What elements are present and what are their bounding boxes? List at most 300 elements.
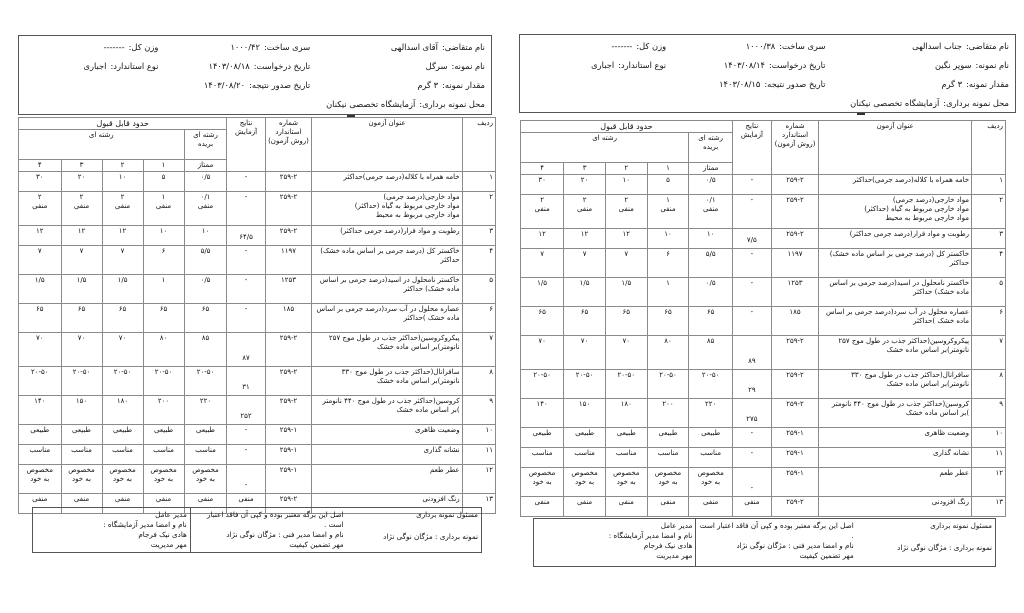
- sampling-place-value: آزمایشگاه تخصصی نیکنان: [850, 98, 940, 108]
- table-row: [19, 304, 496, 333]
- request-date-field: تاریخ درخواست:۱۴۰۳/۰۸/۱۸: [208, 61, 311, 71]
- test-title: عطر طعم: [312, 465, 462, 494]
- test-title: نشانه گذاری: [312, 445, 462, 465]
- acceptable-limit: ۱۰: [102, 172, 143, 192]
- total-weight-field: وزن کل:-------: [611, 41, 667, 51]
- row-number: ۴: [462, 246, 495, 275]
- col-header-limits: حدود قابل قبول: [19, 118, 227, 130]
- col-header-cut-strand: رشته ای بریده: [689, 133, 733, 163]
- acceptable-limit: ۷: [605, 249, 647, 278]
- acceptable-limit: ۱۸۰: [102, 396, 143, 425]
- standard-type-value: اجباری: [83, 61, 107, 71]
- acceptable-limit: ۷۰: [521, 336, 564, 370]
- build-series-value: ۱۰۰۰/۳۸: [745, 41, 776, 51]
- validity-note: اصل این برگه معتبر بوده و کپی آن فاقد اعتبار است .: [207, 510, 344, 529]
- acceptable-limit: منفی: [564, 497, 606, 517]
- table-row: [19, 275, 496, 304]
- acceptable-limit: ۲ منفی: [564, 195, 606, 229]
- standard-number: ۲۵۹-۲: [265, 494, 312, 514]
- test-title: سافرانال(حداکثر جذب در طول موج ۳۳۰ نانومتر)بر اساس ماده خشک: [819, 370, 972, 399]
- acceptable-limit: ۱/۵: [605, 278, 647, 307]
- acceptable-limit: ۲۰-۵۰: [102, 367, 143, 396]
- acceptable-limit: ۱۲: [19, 226, 62, 246]
- test-title: خامه همراه با کلاله(درصد جرمی)حداکثر: [819, 175, 972, 195]
- acceptable-limit: ۲ منفی: [102, 192, 143, 226]
- test-title: مواد خارجی(درصد جرمی) مواد خارجی مربوط به گیاه (حداکثر) مواد خارجی مربوط به محیط: [819, 195, 972, 229]
- acceptable-limit: منفی: [102, 494, 143, 514]
- standard-number: ۲۵۹-۱: [771, 468, 819, 497]
- acceptable-limit: ۲ منفی: [61, 192, 102, 226]
- standard-number: ۱۱۹۷: [771, 249, 819, 278]
- acceptable-limit: مخصوص به خود: [102, 465, 143, 494]
- row-number: ۵: [972, 278, 1006, 307]
- row-number: ۱۰: [972, 428, 1006, 448]
- acceptable-limit: ۰/۵: [689, 175, 733, 195]
- test-title: سافرانال(حداکثر جذب در طول موج ۳۳۰ نانومتر)بر اساس ماده خشک: [312, 367, 462, 396]
- test-title: رنگ افزودنی: [819, 497, 972, 517]
- sampling-responsible-cell: مسئول نمونه برداری نمونه برداری : مژگان نوگی نژاد: [857, 519, 995, 566]
- acceptable-limit: ۲۰-۵۰: [61, 367, 102, 396]
- test-result: -: [732, 278, 771, 307]
- result-date-value: ۱۴۰۳/۰۸/۲۰: [203, 80, 246, 90]
- acceptable-limit: ۱۲: [61, 226, 102, 246]
- col-header-strand: رشته ای: [521, 133, 689, 163]
- test-result: ۲۷۵: [732, 399, 771, 428]
- acceptable-limit: ۷۰: [564, 336, 606, 370]
- row-number: ۳: [462, 226, 495, 246]
- standard-number: ۲۵۹-۲: [265, 226, 312, 246]
- applicant-value: آقای اسدالهی: [390, 42, 438, 52]
- standard-number: ۲۵۹-۲: [771, 399, 819, 428]
- col-header-test-title: عنوان آزمون: [819, 121, 972, 175]
- table-row: [19, 396, 496, 425]
- col-header-grade-2: ۲: [605, 163, 647, 175]
- tech-manager-signature: نام و امضا مدیر فنی : مژگان نوگی نژاد: [736, 541, 854, 550]
- col-header-row-no: ردیف: [972, 121, 1006, 175]
- acceptable-limit: ۲ منفی: [19, 192, 62, 226]
- acceptable-limit: ۶۵: [143, 304, 184, 333]
- build-series-field: سری ساخت:۱۰۰۰/۴۲: [230, 42, 311, 52]
- results-table: [520, 120, 1006, 517]
- acceptable-limit: مناسب: [605, 448, 647, 468]
- row-number: ۲: [972, 195, 1006, 229]
- row-number: ۳: [972, 229, 1006, 249]
- acceptable-limit: مناسب: [61, 445, 102, 465]
- acceptable-limit: ۷: [19, 246, 62, 275]
- test-title: رطوبت و مواد فرار(درصد جرمی حداکثر): [312, 226, 462, 246]
- applicant-value: جناب اسدالهی: [912, 41, 962, 51]
- row-number: ۱۳: [972, 497, 1006, 517]
- row-number: ۶: [972, 307, 1006, 336]
- row-number: ۱۲: [462, 465, 495, 494]
- acceptable-limit: ۱: [647, 278, 689, 307]
- table-row: [521, 370, 1006, 399]
- request-date-value: ۱۴۰۳/۰۸/۱۸: [208, 61, 250, 71]
- table-row: [521, 229, 1006, 249]
- result-date-field: تاریخ صدور نتیجه:۱۴۰۳/۰۸/۲۰: [203, 80, 311, 90]
- col-header-standard-no: شماره استاندارد (روش آزمون): [265, 118, 312, 172]
- acceptable-limit: ۷: [521, 249, 564, 278]
- test-result: ۸۷: [227, 333, 265, 367]
- management-stamp: مهر مدیریت: [150, 540, 187, 549]
- acceptable-limit: ۶: [143, 246, 184, 275]
- acceptable-limit: ۱/۵: [102, 275, 143, 304]
- acceptable-limit: ۷: [61, 246, 102, 275]
- test-result: ۶۴/۵: [227, 226, 265, 246]
- acceptable-limit: ۱۰: [689, 229, 733, 249]
- row-number: ۷: [462, 333, 495, 367]
- technical-manager-cell: [695, 519, 856, 566]
- row-number: ۱۲: [972, 468, 1006, 497]
- table-row: [19, 367, 496, 396]
- row-number: ۱۱: [462, 445, 495, 465]
- acceptable-limit: ۲۲۰: [184, 396, 227, 425]
- col-header-grade-4: ۴: [521, 163, 564, 175]
- row-number: ۵: [462, 275, 495, 304]
- sampler-name: نمونه برداری : مژگان نوگی نژاد: [383, 532, 478, 541]
- acceptable-limit: مخصوص به خود: [605, 468, 647, 497]
- test-result: -: [732, 428, 771, 448]
- col-header-grade-excellent: ممتاز: [184, 160, 227, 172]
- test-result: -: [732, 448, 771, 468]
- standard-number: ۲۵۹-۲: [265, 333, 312, 367]
- acceptable-limit: مناسب: [521, 448, 564, 468]
- acceptable-limit: ۱۲: [521, 229, 564, 249]
- test-result: -: [227, 425, 265, 445]
- acceptable-limit: مخصوص به خود: [61, 465, 102, 494]
- col-header-grade-3: ۳: [61, 160, 102, 172]
- acceptable-limit: منفی: [61, 494, 102, 514]
- acceptable-limit: ۲۰-۵۰: [564, 370, 606, 399]
- acceptable-limit: طبیعی: [143, 425, 184, 445]
- acceptable-limit: طبیعی: [61, 425, 102, 445]
- acceptable-limit: منفی: [143, 494, 184, 514]
- acceptable-limit: ۸۵: [184, 333, 227, 367]
- col-header-grade-1: ۱: [143, 160, 184, 172]
- table-row: [521, 249, 1006, 278]
- acceptable-limit: ۱۰: [605, 175, 647, 195]
- standard-number: ۱۲۵۳: [771, 278, 819, 307]
- test-result: ۳۱: [227, 367, 265, 396]
- acceptable-limit: ۱۵۰: [564, 399, 606, 428]
- table-row: [521, 399, 1006, 428]
- acceptable-limit: ۱۵۰: [61, 396, 102, 425]
- test-title: کروسین(حداکثر جذب در طول موج ۴۴۰ نانومتر )بر اساس ماده خشک: [312, 396, 462, 425]
- total-weight-field: وزن کل:-------: [103, 42, 159, 52]
- acceptable-limit: مناسب: [564, 448, 606, 468]
- acceptable-limit: طبیعی: [564, 428, 606, 448]
- acceptable-limit: ۲۰: [564, 175, 606, 195]
- acceptable-limit: ۱/۵: [564, 278, 606, 307]
- test-result: -: [227, 246, 265, 275]
- col-header-cut-strand: رشته ای بریده: [184, 130, 227, 160]
- sampler-name: نمونه برداری : مژگان نوگی نژاد: [897, 543, 992, 552]
- test-result: -: [227, 192, 265, 226]
- acceptable-limit: ۷۰: [102, 333, 143, 367]
- table-row: [521, 448, 1006, 468]
- applicant-field: نام متقاضی:آقای اسدالهی: [390, 42, 485, 52]
- acceptable-limit: ۶۵: [19, 304, 62, 333]
- test-result: ۷/۵: [732, 229, 771, 249]
- acceptable-limit: ۸۰: [143, 333, 184, 367]
- acceptable-limit: منفی: [605, 497, 647, 517]
- row-number: ۸: [972, 370, 1006, 399]
- row-number: ۴: [972, 249, 1006, 278]
- acceptable-limit: طبیعی: [605, 428, 647, 448]
- acceptable-limit: ۶۵: [102, 304, 143, 333]
- acceptable-limit: مناسب: [102, 445, 143, 465]
- test-title: رطوبت و مواد فرار(درصد جرمی حداکثر): [819, 229, 972, 249]
- acceptable-limit: ۱۰: [143, 226, 184, 246]
- test-result: منفی: [227, 494, 265, 514]
- acceptable-limit: ۲۰-۵۰: [184, 367, 227, 396]
- test-title: خامه همراه با کلاله(درصد جرمی)حداکثر: [312, 172, 462, 192]
- test-title: کروسین(حداکثر جذب در طول موج ۴۴۰ نانومتر )بر اساس ماده خشک: [819, 399, 972, 428]
- table-row: [521, 278, 1006, 307]
- acceptable-limit: مناسب: [19, 445, 62, 465]
- standard-number: ۲۵۹-۲: [265, 172, 312, 192]
- table-row: [521, 468, 1006, 497]
- acceptable-limit: منفی: [184, 494, 227, 514]
- acceptable-limit: ۲۰۰: [647, 399, 689, 428]
- acceptable-limit: طبیعی: [184, 425, 227, 445]
- acceptable-limit: ۷۰: [61, 333, 102, 367]
- acceptable-limit: طبیعی: [689, 428, 733, 448]
- result-date-value: ۱۴۰۳/۰۸/۱۵: [719, 79, 761, 89]
- test-title: وضعیت ظاهری: [819, 428, 972, 448]
- col-header-test-title: عنوان آزمون: [312, 118, 462, 172]
- acceptable-limit: ۸۰: [647, 336, 689, 370]
- standard-number: ۲۵۹-۲: [771, 497, 819, 517]
- test-title: نشانه گذاری: [819, 448, 972, 468]
- row-number: ۱: [972, 175, 1006, 195]
- standard-number: ۲۵۹-۲: [771, 370, 819, 399]
- acceptable-limit: ۰/۱ منفی: [184, 192, 227, 226]
- table-row: [521, 336, 1006, 370]
- acceptable-limit: ۶۵: [647, 307, 689, 336]
- validity-note: اصل این برگه معتبر بوده و کپی آن فاقد اعتبار است .: [699, 521, 854, 540]
- technical-manager-cell: [190, 508, 347, 552]
- acceptable-limit: ۸۵: [689, 336, 733, 370]
- acceptable-limit: ۱ منفی: [143, 192, 184, 226]
- acceptable-limit: مخصوص به خود: [564, 468, 606, 497]
- col-header-limits: حدود قابل قبول: [521, 121, 733, 133]
- sample-name-value: سوپر نگین: [934, 60, 972, 70]
- table-row: [521, 307, 1006, 336]
- test-title: وضعیت ظاهری: [312, 425, 462, 445]
- results-table: [18, 117, 496, 514]
- col-header-results: نتایج آزمایش: [732, 121, 771, 175]
- table-row: [19, 445, 496, 465]
- acceptable-limit: ۱۰: [647, 229, 689, 249]
- acceptable-limit: مخصوص به خود: [689, 468, 733, 497]
- acceptable-limit: ۷: [564, 249, 606, 278]
- acceptable-limit: ۳۰: [521, 175, 564, 195]
- standard-number: ۲۵۹-۱: [771, 428, 819, 448]
- row-number: ۹: [462, 396, 495, 425]
- acceptable-limit: ۶۵: [61, 304, 102, 333]
- table-row: [521, 497, 1006, 517]
- lab-manager-cell: مدیر عامل نام و امضا مدیر آزمایشگاه : هادی نیک فرجام مهر مدیریت: [33, 508, 190, 552]
- acceptable-limit: ۰/۱ منفی: [689, 195, 733, 229]
- test-result: -: [227, 172, 265, 192]
- lab-manager-name: هادی نیک فرجام: [643, 541, 693, 550]
- acceptable-limit: منفی: [647, 497, 689, 517]
- build-series-field: سری ساخت:۱۰۰۰/۳۸: [745, 41, 826, 51]
- test-result: ۸۹: [732, 336, 771, 370]
- test-title: عصاره محلول در آب سرد(درصد جرمی بر اساس ماده خشک )حداکثر: [312, 304, 462, 333]
- standard-number: ۲۵۹-۱: [265, 425, 312, 445]
- row-number: ۹: [972, 399, 1006, 428]
- lab-manager-cell: مدیر عامل نام و امضا مدیر آزمایشگاه : هادی نیک فرجام مهر مدیریت: [534, 519, 695, 566]
- table-row: [19, 246, 496, 275]
- lab-manager-name: هادی نیک فرجام: [138, 530, 187, 539]
- test-title: عطر طعم: [819, 468, 972, 497]
- standard-number: ۲۵۹-۲: [265, 396, 312, 425]
- acceptable-limit: طبیعی: [647, 428, 689, 448]
- total-weight-value: -------: [103, 42, 125, 52]
- table-row: [521, 175, 1006, 195]
- test-result: منفی: [732, 497, 771, 517]
- standard-number: ۱۱۹۷: [265, 246, 312, 275]
- test-result: ۲۵۲: [227, 396, 265, 425]
- acceptable-limit: ۱۸۰: [605, 399, 647, 428]
- standard-number: ۲۵۹-۱: [265, 465, 312, 494]
- sampling-place-field: محل نمونه برداری:آزمایشگاه تخصصی نیکنان: [326, 99, 485, 109]
- acceptable-limit: مناسب: [143, 445, 184, 465]
- acceptable-limit: ۱/۵: [521, 278, 564, 307]
- table-row: [19, 425, 496, 445]
- test-result: -: [227, 465, 265, 494]
- acceptable-limit: منفی: [19, 494, 62, 514]
- test-result: -: [732, 249, 771, 278]
- sample-amount-field: مقدار نمونه:۳ گرم: [417, 80, 485, 90]
- acceptable-limit: مناسب: [647, 448, 689, 468]
- result-date-field: تاریخ صدور نتیجه:۱۴۰۳/۰۸/۱۵: [719, 79, 826, 89]
- sampling-responsible-cell: مسئول نمونه برداری نمونه برداری : مژگان نوگی نژاد: [347, 508, 481, 552]
- test-result: ۲۹: [732, 370, 771, 399]
- test-title: خاکستر کل (درصد جرمی بر اساس ماده خشک) حداکثر: [819, 249, 972, 278]
- acceptable-limit: مخصوص به خود: [184, 465, 227, 494]
- acceptable-limit: ۱۴۰: [19, 396, 62, 425]
- col-header-grade-3: ۳: [564, 163, 606, 175]
- acceptable-limit: ۵: [647, 175, 689, 195]
- test-title: خاکستر کل (درصد جرمی بر اساس ماده خشک) حداکثر: [312, 246, 462, 275]
- standard-number: ۲۵۹-۲: [265, 367, 312, 396]
- row-number: ۸: [462, 367, 495, 396]
- report-header-box: [18, 35, 492, 115]
- test-title: عصاره محلول در آب سرد(درصد جرمی بر اساس ماده خشک )حداکثر: [819, 307, 972, 336]
- col-header-results: نتایج آزمایش: [227, 118, 265, 172]
- request-date-field: تاریخ درخواست:۱۴۰۳/۰۸/۱۴: [723, 60, 826, 70]
- col-header-grade-4: ۴: [19, 160, 62, 172]
- row-number: ۱۳: [462, 494, 495, 514]
- acceptable-limit: ۱۴۰: [521, 399, 564, 428]
- table-row: [19, 192, 496, 226]
- build-series-value: ۱۰۰۰/۴۲: [230, 42, 260, 52]
- acceptable-limit: ۱: [143, 275, 184, 304]
- row-number: ۱۱: [972, 448, 1006, 468]
- test-result: -: [227, 275, 265, 304]
- standard-number: ۱۸۵: [265, 304, 312, 333]
- acceptable-limit: ۱ منفی: [647, 195, 689, 229]
- test-result: -: [732, 468, 771, 497]
- test-result: -: [732, 195, 771, 229]
- acceptable-limit: ۲۰۰: [143, 396, 184, 425]
- acceptable-limit: ۱/۵: [61, 275, 102, 304]
- row-number: ۷: [972, 336, 1006, 370]
- col-header-strand: رشته ای: [19, 130, 185, 160]
- acceptable-limit: ۰/۵: [184, 275, 227, 304]
- sample-name-field: نام نمونه:سوپر نگین: [934, 60, 1009, 70]
- acceptable-limit: ۲ منفی: [521, 195, 564, 229]
- acceptable-limit: ۱۲: [605, 229, 647, 249]
- standard-type-field: نوع استاندارد:اجباری: [591, 60, 667, 70]
- standard-number: ۲۵۹-۲: [771, 229, 819, 249]
- table-row: [521, 195, 1006, 229]
- acceptable-limit: ۲۰-۵۰: [689, 370, 733, 399]
- acceptable-limit: ۲۲۰: [689, 399, 733, 428]
- sample-amount-value: ۳ گرم: [417, 80, 439, 90]
- test-result: -: [732, 175, 771, 195]
- sample-amount-value: ۳ گرم: [941, 79, 963, 89]
- test-title: پیکروکروسین(حداکثر جذب در طول موج ۲۵۷ نانومتر)بر اساس ماده خشک: [819, 336, 972, 370]
- standard-number: ۲۵۹-۲: [771, 195, 819, 229]
- acceptable-limit: ۷۰: [605, 336, 647, 370]
- sample-name-field: نام نمونه:سرگل: [425, 61, 485, 71]
- acceptable-limit: ۰/۵: [689, 278, 733, 307]
- applicant-field: نام متقاضی:جناب اسدالهی: [912, 41, 1009, 51]
- acceptable-limit: مناسب: [184, 445, 227, 465]
- table-row: [19, 172, 496, 192]
- row-number: ۱۰: [462, 425, 495, 445]
- test-title: پیکروکروسین(حداکثر جذب در طول موج ۲۵۷ نانومتر)بر اساس ماده خشک: [312, 333, 462, 367]
- acceptable-limit: ۶۵: [521, 307, 564, 336]
- standard-number: ۲۵۹-۲: [771, 175, 819, 195]
- table-row: [521, 428, 1006, 448]
- acceptable-limit: ۱۲: [102, 226, 143, 246]
- acceptable-limit: مخصوص به خود: [19, 465, 62, 494]
- standard-number: ۱۲۵۳: [265, 275, 312, 304]
- tech-manager-signature: نام و امضا مدیر فنی : مژگان نوگی نژاد: [226, 530, 344, 539]
- acceptable-limit: مخصوص به خود: [521, 468, 564, 497]
- col-header-grade-excellent: ممتاز: [689, 163, 733, 175]
- col-header-grade-1: ۱: [647, 163, 689, 175]
- standard-number: ۲۵۹-۲: [771, 336, 819, 370]
- report-header-box: [519, 34, 1016, 113]
- test-title: خاکستر نامحلول در اسید(درصد جرمی بر اساس ماده خشک) حداکثر: [312, 275, 462, 304]
- acceptable-limit: ۲۰-۵۰: [143, 367, 184, 396]
- acceptable-limit: ۲ منفی: [605, 195, 647, 229]
- acceptable-limit: ۰/۵: [184, 172, 227, 192]
- acceptable-limit: منفی: [689, 497, 733, 517]
- acceptable-limit: ۵/۵: [184, 246, 227, 275]
- acceptable-limit: ۱/۵: [19, 275, 62, 304]
- col-header-standard-no: شماره استاندارد (روش آزمون): [771, 121, 819, 175]
- sample-amount-field: مقدار نمونه:۳ گرم: [941, 79, 1009, 89]
- acceptable-limit: طبیعی: [19, 425, 62, 445]
- table-row: [19, 465, 496, 494]
- standard-number: ۲۵۹-۱: [771, 448, 819, 468]
- acceptable-limit: ۶۵: [605, 307, 647, 336]
- acceptable-limit: منفی: [521, 497, 564, 517]
- col-header-row-no: ردیف: [462, 118, 495, 172]
- signature-footer: [533, 518, 996, 567]
- test-title: رنگ افزودنی: [312, 494, 462, 514]
- acceptable-limit: ۶۵: [564, 307, 606, 336]
- total-weight-value: -------: [611, 41, 633, 51]
- acceptable-limit: ۲۰-۵۰: [605, 370, 647, 399]
